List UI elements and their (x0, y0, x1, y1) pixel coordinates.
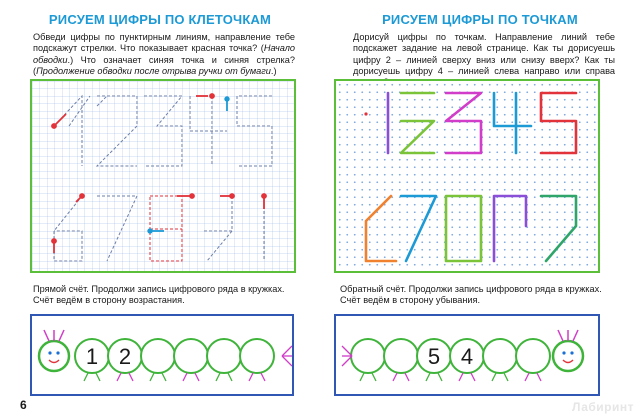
antenna-icon (59, 330, 64, 341)
caterpillar-left (32, 316, 292, 394)
leg-icon (393, 373, 409, 381)
leg-icon (426, 373, 442, 381)
antenna-icon (44, 330, 49, 341)
grid-exercise-frame (30, 79, 296, 273)
counting-circle[interactable] (174, 339, 208, 373)
left-instruction-1: Обведи цифры по пунктирным линиям, направление тебе подскажут стрелки. Что показывает красная точка? (Начало обводки.) Что означает синяя точка и синяя стрелка? (Продолжение обводки после отрыва ручки от бумаги.) (33, 32, 295, 76)
eye-icon (562, 351, 565, 354)
caterpillar-right (336, 316, 598, 394)
counting-circle[interactable] (483, 339, 517, 373)
eye-icon (48, 351, 51, 354)
left-instruction-2: Прямой счёт. Продолжи запись цифрового ряда в кружках. Счёт ведём в сторону возрастания. (33, 284, 285, 306)
leg-icon (150, 373, 166, 381)
leg-icon (525, 373, 541, 381)
tail-icon (282, 346, 292, 356)
counting-circle[interactable] (240, 339, 274, 373)
leg-icon (459, 373, 475, 381)
antenna-icon (573, 330, 578, 341)
leg-icon (117, 373, 133, 381)
right-page-title: РИСУЕМ ЦИФРЫ ПО ТОЧКАМ (382, 12, 578, 27)
circle-number: 5 (427, 344, 441, 369)
counting-circle[interactable] (351, 339, 385, 373)
caterpillar-head (39, 341, 69, 371)
leg-icon (216, 373, 232, 381)
leg-icon (360, 373, 376, 381)
counting-circle[interactable] (384, 339, 418, 373)
eye-icon (56, 351, 59, 354)
right-page (320, 0, 640, 418)
tail-icon (282, 356, 292, 366)
leg-icon (249, 373, 265, 381)
circle-number: 2 (118, 344, 132, 369)
counting-circle[interactable] (207, 339, 241, 373)
tail-icon (342, 346, 352, 356)
right-instruction-1: Дорисуй цифры по точкам. Направление линий тебе подскажет задание на левой странице. Как ты дорисуешь цифру 2 – линией сверху вниз или снизу вверх? Как ты дорисуешь цифру 4 – линией слева направо или справа (353, 32, 615, 76)
circle-number: 1 (85, 344, 99, 369)
left-counting-frame (30, 314, 294, 396)
dot-grid (336, 81, 598, 271)
watermark: Лабиринт (571, 400, 634, 414)
tail-icon (342, 356, 352, 366)
counting-circle[interactable] (141, 339, 175, 373)
eye-icon (570, 351, 573, 354)
dot-exercise-frame (334, 79, 600, 273)
leg-icon (183, 373, 199, 381)
page-number: 6 (20, 398, 27, 412)
square-grid (32, 81, 294, 271)
antenna-icon (558, 330, 563, 341)
counting-circle[interactable] (516, 339, 550, 373)
circle-number: 4 (460, 344, 474, 369)
right-instruction-2: Обратный счёт. Продолжи запись цифрового ряда в кружках. Счёт ведём в сторону убывания. (340, 284, 602, 306)
caterpillar-head (553, 341, 583, 371)
leg-icon (84, 373, 100, 381)
right-counting-frame (334, 314, 600, 396)
leg-icon (492, 373, 508, 381)
left-page-title: РИСУЕМ ЦИФРЫ ПО КЛЕТОЧКАМ (48, 12, 272, 27)
